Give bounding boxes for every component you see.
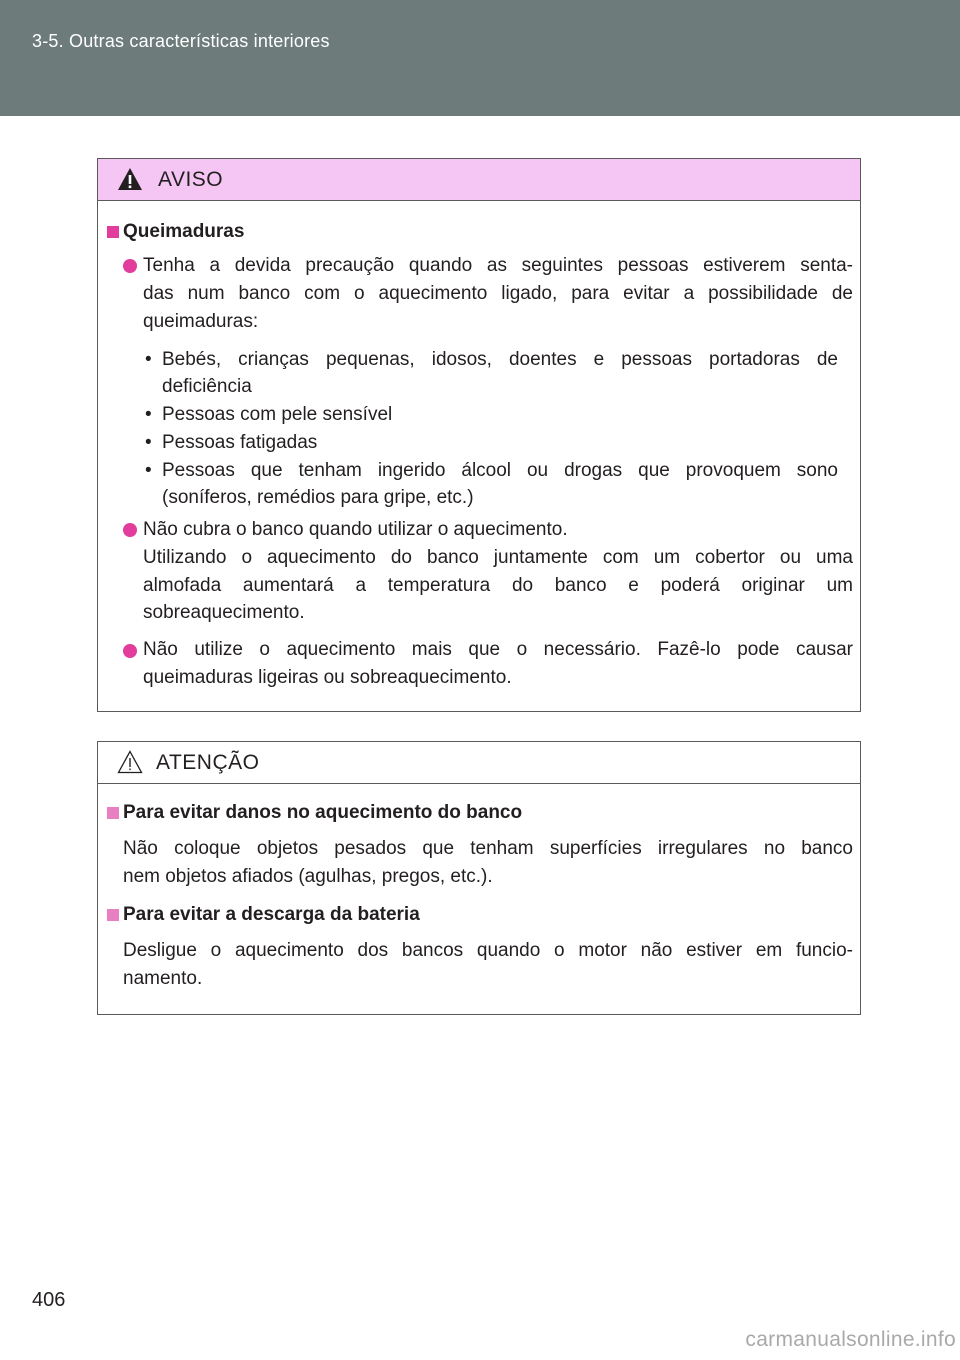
sub-bullet-1-line-2: deficiência [162,376,252,397]
warning-header [98,159,860,201]
warning-heading: Queimaduras [123,221,245,242]
item3-line-2: queimaduras ligeiras ou sobreaquecimento. [143,667,512,688]
item1-line-1: Tenha a devida precaução quando as seguintes pessoas estiverem senta- [143,255,853,276]
caution-triangle-outline-icon [117,750,143,774]
heading-square-icon [107,909,119,921]
page-header [0,0,960,116]
notice-section2-line-1: Desligue o aquecimento dos bancos quando o motor não estiver em funcio- [123,940,853,961]
item2-line-1: Não cubra o banco quando utilizar o aquecimento. [143,519,568,540]
notice-box [97,741,861,1015]
heading-square-icon [107,807,119,819]
warning-box [97,158,861,712]
bullet-dot-icon [123,644,137,658]
item1-line-2: das num banco com o aquecimento ligado, para evitar a possibilidade de [143,283,853,304]
notice-heading-1: Para evitar danos no aquecimento do banco [123,802,523,823]
notice-title: ATENÇÃO [156,751,260,774]
sub-bullet-3: Pessoas fatigadas [162,432,318,453]
notice-header [98,742,860,784]
item2-line-2: Utilizando o aquecimento do banco juntamente com um cobertor ou uma [143,547,853,568]
item2-line-4: sobreaquecimento. [143,602,305,623]
sub-bullet-2: Pessoas com pele sensível [162,404,393,425]
notice-section1-line-2: nem objetos afiados (agulhas, pregos, etc.). [123,866,493,887]
item2-line-3: almofada aumentará a temperatura do banco e poderá originar um [143,575,853,596]
warning-title: AVISO [158,168,224,191]
list-bullet: • [145,460,152,481]
notice-section2-line-2: namento. [123,968,203,989]
list-bullet: • [145,432,152,453]
section-title: 3-5. Outras características interiores [32,31,330,51]
notice-heading-2: Para evitar a descarga da bateria [123,904,420,925]
watermark: carmanualsonline.info [745,1328,956,1351]
bullet-dot-icon [123,259,137,273]
sub-bullet-4-line-1: Pessoas que tenham ingerido álcool ou drogas que provoquem sono [162,460,838,481]
list-bullet: • [145,349,152,370]
item3-line-1: Não utilize o aquecimento mais que o necessário. Fazê-lo pode causar [143,639,853,660]
sub-bullet-1-line-1: Bebés, crianças pequenas, idosos, doentes e pessoas portadoras de [162,349,838,370]
list-bullet: • [145,404,152,425]
warning-triangle-icon [117,167,143,191]
notice-section1-line-1: Não coloque objetos pesados que tenham superfícies irregulares no banco [123,838,853,859]
item1-line-3: queimaduras: [143,311,259,332]
bullet-dot-icon [123,523,137,537]
page-number: 406 [32,1289,66,1311]
sub-bullet-4-line-2: (soníferos, remédios para gripe, etc.) [162,487,474,508]
heading-square-icon [107,226,119,238]
